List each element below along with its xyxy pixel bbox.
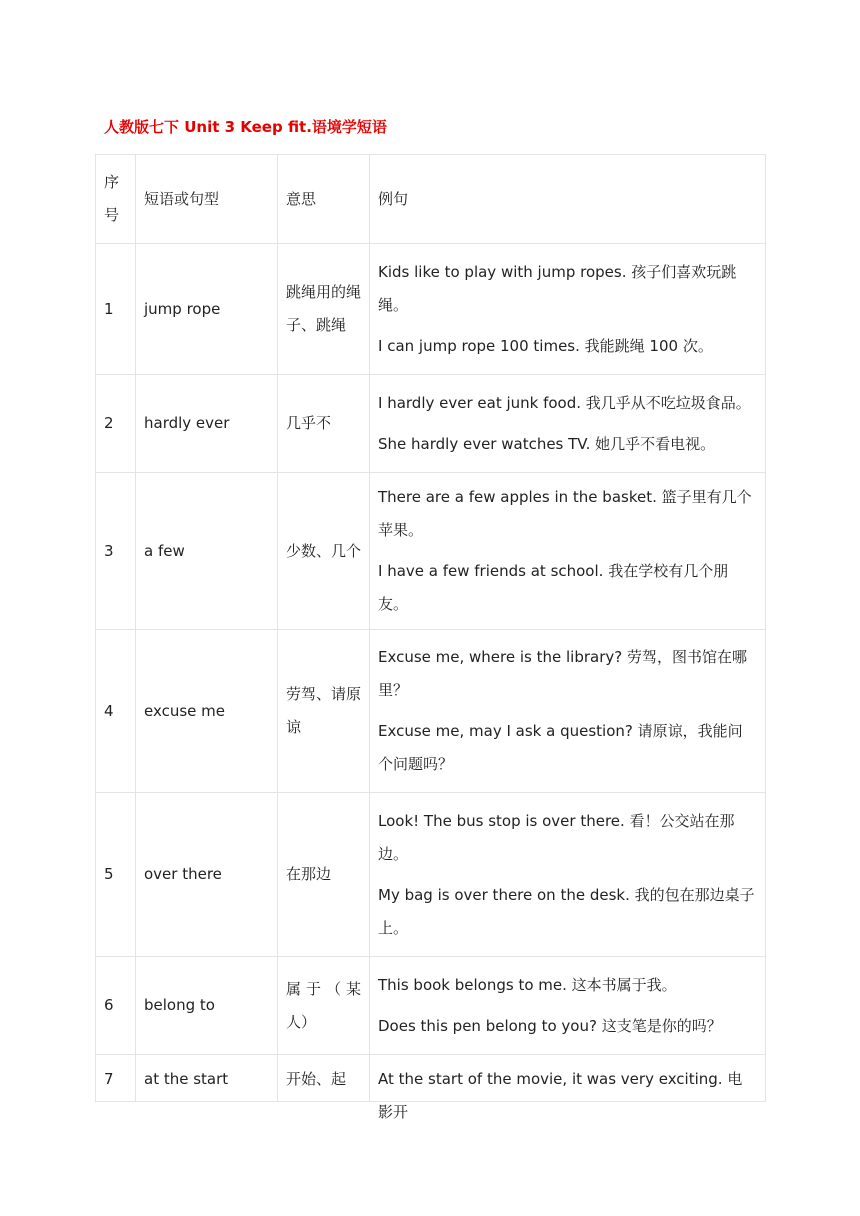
row-examples xyxy=(370,1055,766,1121)
row-number: 3 xyxy=(96,473,136,630)
example-sentence: Does this pen belong to you? 这支笔是你的吗？ xyxy=(378,1016,722,1035)
row-examples xyxy=(370,957,766,1055)
row-examples xyxy=(370,630,766,793)
row-examples xyxy=(370,793,766,957)
row-phrase: a few xyxy=(136,473,278,630)
example-sentence: I can jump rope 100 times. 我能跳绳 100 次。 xyxy=(378,336,713,355)
example-sentence: There are a few apples in the basket. 篮子里有几个苹果。 xyxy=(378,488,752,539)
row-meaning: 少数、几个 xyxy=(278,473,370,630)
header-phrase: 短语或句型 xyxy=(136,155,278,244)
row-number: 2 xyxy=(96,375,136,473)
row-phrase: jump rope xyxy=(136,244,278,375)
row-number: 4 xyxy=(96,630,136,793)
example-sentence: She hardly ever watches TV. 她几乎不看电视。 xyxy=(378,434,716,453)
row-number: 1 xyxy=(96,244,136,375)
row-number: 6 xyxy=(96,957,136,1055)
table-row xyxy=(96,630,766,793)
row-meaning xyxy=(278,1055,370,1102)
row-meaning: 在那边 xyxy=(278,793,370,957)
table-row xyxy=(96,375,766,473)
table-header-row xyxy=(96,155,766,244)
header-meaning: 意思 xyxy=(278,155,370,244)
example-sentence: At the start of the movie, it was very exciting. 电影开 xyxy=(378,1070,743,1121)
example-sentence: Look! The bus stop is over there. 看！公交站在那边。 xyxy=(378,811,735,863)
row-examples xyxy=(370,244,766,375)
table-row xyxy=(96,793,766,957)
row-phrase: over there xyxy=(136,793,278,957)
row-examples xyxy=(370,375,766,473)
table-row xyxy=(96,957,766,1055)
row-number xyxy=(96,1055,136,1102)
document-title: 人教版七下 Unit 3 Keep fit.语境学短语 xyxy=(104,118,387,136)
example-sentence: Kids like to play with jump ropes. 孩子们喜欢玩跳绳。 xyxy=(378,262,737,314)
example-sentence: This book belongs to me. 这本书属于我。 xyxy=(378,975,677,994)
example-sentence: My bag is over there on the desk. 我的包在那边桌子上。 xyxy=(378,885,755,937)
example-sentence: Excuse me, where is the library? 劳驾，图书馆在哪里？ xyxy=(378,648,747,699)
row-number: 5 xyxy=(96,793,136,957)
row-meaning-text: 开始、起 xyxy=(286,1070,347,1088)
row-meaning: 几乎不 xyxy=(278,375,370,473)
row-phrase: belong to xyxy=(136,957,278,1055)
table-row xyxy=(96,1055,766,1102)
row-meaning: 跳绳用的绳子、跳绳 xyxy=(278,244,370,375)
phrase-table xyxy=(95,154,766,1121)
header-example: 例句 xyxy=(370,155,766,244)
example-sentence: Excuse me, may I ask a question? 请原谅，我能问个问题吗？ xyxy=(378,722,743,773)
example-sentence: I hardly ever eat junk food. 我几乎从不吃垃圾食品。 xyxy=(378,393,751,412)
row-number-text: 7 xyxy=(104,1070,114,1088)
row-phrase: hardly ever xyxy=(136,375,278,473)
row-examples xyxy=(370,473,766,630)
row-phrase-text: at the start xyxy=(144,1070,229,1088)
table-row xyxy=(96,244,766,375)
header-number: 序号 xyxy=(96,155,136,244)
row-meaning: 劳驾、请原谅 xyxy=(278,630,370,793)
row-phrase: excuse me xyxy=(136,630,278,793)
table-row xyxy=(96,473,766,630)
row-phrase xyxy=(136,1055,278,1102)
example-sentence: I have a few friends at school. 我在学校有几个朋友。 xyxy=(378,562,729,613)
row-meaning: 属于（某人） xyxy=(278,957,370,1055)
